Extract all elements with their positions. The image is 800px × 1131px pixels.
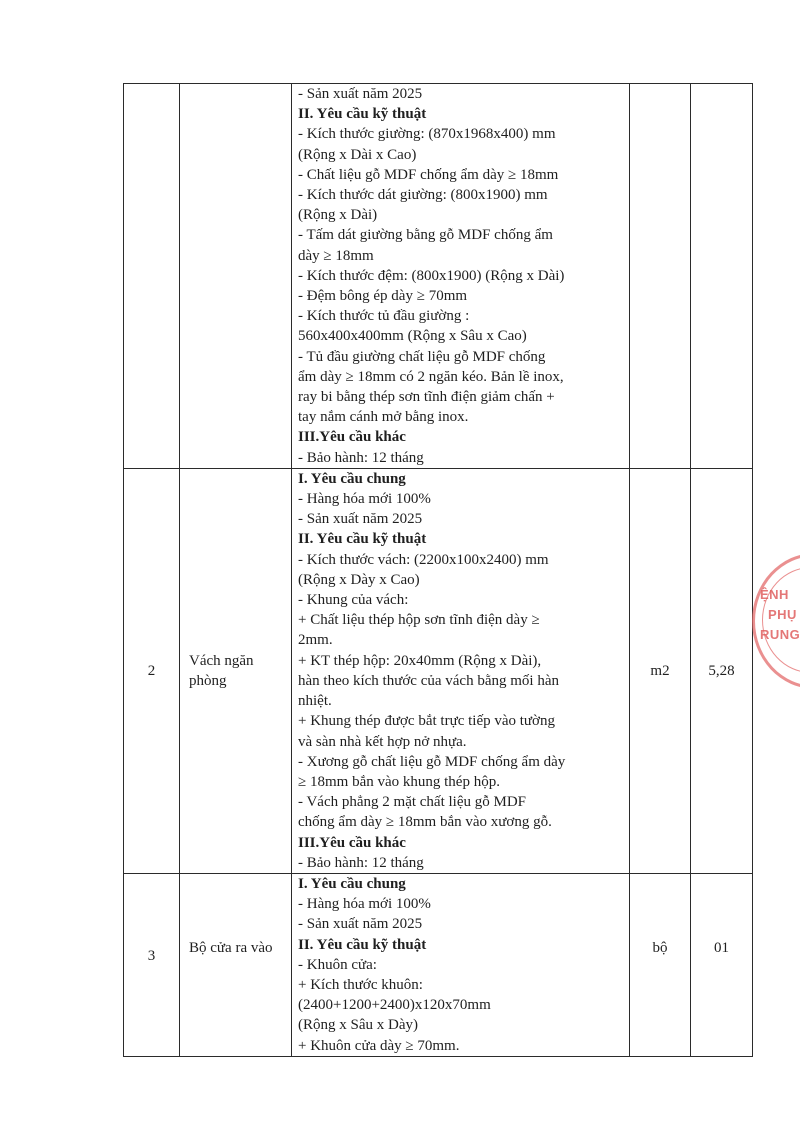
spec-line: - Hàng hóa mới 100%	[298, 896, 431, 913]
section-heading: II. Yêu cầu kỹ thuật	[298, 936, 427, 953]
spec-line: chống ẩm dày ≥ 18mm bắn vào xương gỗ.	[298, 814, 552, 831]
spec-line: - Kích thước giường: (870x1968x400) mm	[298, 126, 556, 143]
item-unit	[630, 84, 691, 469]
spec-line: ẩm dày ≥ 18mm có 2 ngăn kéo. Bản lề inox,	[298, 368, 564, 385]
spec-line: (Rộng x Dài)	[298, 207, 378, 224]
table-row	[124, 84, 753, 469]
row-number	[124, 84, 180, 469]
item-unit: m2	[630, 468, 691, 873]
spec-line: - Tấm dát giường bằng gỗ MDF chống ẩm	[298, 227, 553, 244]
section-heading: I. Yêu cầu chung	[298, 470, 406, 487]
spec-line: - Khung của vách:	[298, 592, 409, 609]
red-seal-stamp	[752, 545, 800, 695]
spec-line: - Bảo hành: 12 tháng	[298, 854, 424, 871]
item-name: Vách ngăn phòng	[180, 468, 292, 873]
spec-line: - Khuôn cửa:	[298, 956, 377, 973]
section-heading: II. Yêu cầu kỹ thuật	[298, 106, 427, 123]
spec-line: - Đệm bông ép dày ≥ 70mm	[298, 288, 468, 305]
spec-line: - Bảo hành: 12 tháng	[298, 449, 424, 466]
spec-line: - Kích thước đệm: (800x1900) (Rộng x Dài)	[298, 267, 565, 284]
table-row	[124, 468, 753, 873]
table-row	[124, 873, 753, 1056]
spec-line: + Kích thước khuôn:	[298, 976, 423, 993]
spec-line: + Khung thép được bắt trực tiếp vào tường	[298, 713, 555, 730]
spec-line: ray bi bằng thép sơn tĩnh điện giảm chấn +	[298, 389, 555, 406]
spec-line: - Kích thước vách: (2200x100x2400) mm	[298, 551, 549, 568]
spec-line: - Sản xuất năm 2025	[298, 86, 423, 102]
item-quantity: 01	[691, 873, 753, 1056]
spec-line: 560x400x400mm (Rộng x Sâu x Cao)	[298, 328, 527, 345]
item-specification	[292, 84, 630, 469]
spec-line: + Chất liệu thép hộp sơn tĩnh điện dày ≥	[298, 612, 540, 629]
stamp-text: PHỤ	[768, 607, 797, 622]
spec-line: nhiệt.	[298, 693, 332, 710]
section-heading: III.Yêu cầu khác	[298, 429, 406, 446]
spec-line: dày ≥ 18mm	[298, 247, 374, 264]
item-quantity	[691, 84, 753, 469]
spec-line: - Hàng hóa mới 100%	[298, 491, 431, 508]
spec-line: - Xương gỗ chất liệu gỗ MDF chống ẩm dày	[298, 753, 566, 770]
spec-line: 2mm.	[298, 632, 333, 649]
row-number: 3	[124, 873, 180, 1056]
spec-line: - Kích thước tủ đầu giường :	[298, 308, 470, 325]
spec-line: (Rộng x Sâu x Dày)	[298, 1017, 418, 1034]
spec-line: + Khuôn cửa dày ≥ 70mm.	[298, 1037, 460, 1054]
spec-line: tay nắm cánh mở bằng inox.	[298, 409, 469, 426]
stamp-text: RUNG	[760, 627, 800, 642]
spec-line: - Sản xuất năm 2025	[298, 916, 423, 933]
spec-line: và sàn nhà kết hợp nở nhựa.	[298, 733, 467, 750]
item-name	[180, 84, 292, 469]
spec-line: - Vách phẳng 2 mặt chất liệu gỗ MDF	[298, 794, 527, 811]
spec-line: (Rộng x Dày x Cao)	[298, 571, 420, 588]
spec-line: - Sản xuất năm 2025	[298, 511, 423, 528]
spec-line: - Chất liệu gỗ MDF chống ẩm dày ≥ 18mm	[298, 166, 559, 183]
spec-line: ≥ 18mm bắn vào khung thép hộp.	[298, 773, 500, 790]
item-unit: bộ	[630, 873, 691, 1056]
section-heading: II. Yêu cầu kỹ thuật	[298, 531, 427, 548]
item-specification	[292, 468, 630, 873]
item-quantity: 5,28	[691, 468, 753, 873]
section-heading: III.Yêu cầu khác	[298, 834, 406, 851]
specification-table	[123, 83, 753, 1057]
item-specification	[292, 873, 630, 1056]
section-heading: I. Yêu cầu chung	[298, 875, 406, 892]
item-name: Bộ cửa ra vào	[180, 873, 292, 1056]
spec-line: (Rộng x Dài x Cao)	[298, 146, 417, 163]
spec-line: - Tủ đầu giường chất liệu gỗ MDF chống	[298, 348, 546, 365]
spec-line: hàn theo kích thước của vách bằng mối hàn	[298, 672, 559, 689]
spec-line: - Kích thước dát giường: (800x1900) mm	[298, 187, 548, 204]
spec-line: (2400+1200+2400)x120x70mm	[298, 997, 491, 1014]
stamp-text: ỆNH	[760, 587, 789, 602]
row-number: 2	[124, 468, 180, 873]
spec-line: + KT thép hộp: 20x40mm (Rộng x Dài),	[298, 652, 542, 669]
